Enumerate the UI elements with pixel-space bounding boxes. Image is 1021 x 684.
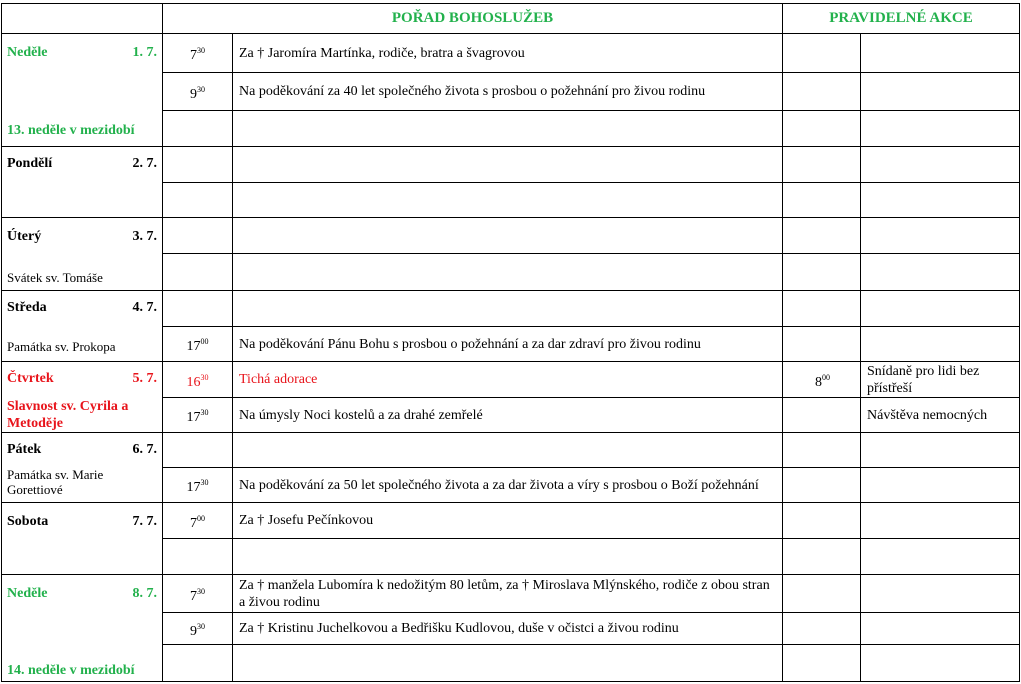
mass-time — [163, 645, 233, 682]
mass-time-hour: 16 — [186, 374, 201, 390]
mass-time-minutes: 00 — [197, 513, 205, 523]
event-time — [783, 183, 861, 218]
day-name: Čtvrtek — [7, 371, 54, 386]
day-name: Neděle — [7, 45, 48, 60]
event-name — [861, 613, 1020, 645]
day-name: Pondělí — [7, 156, 53, 171]
mass-intention: Na poděkování za 50 let společného života a za dar života a víry s prosbou o Boží požehnání — [233, 468, 783, 503]
event-name — [861, 468, 1020, 503]
event-name — [861, 147, 1020, 183]
event-time — [783, 147, 861, 183]
header-row — [2, 4, 1020, 34]
mass-time — [163, 183, 233, 218]
schedule-row — [2, 362, 1020, 398]
schedule-row — [2, 218, 1020, 254]
day-cell — [2, 503, 163, 575]
day-name: Úterý — [7, 229, 42, 244]
mass-time-hour: 17 — [186, 339, 201, 354]
event-time — [783, 575, 861, 613]
event-time-minutes: 00 — [822, 372, 830, 382]
day-cell — [2, 218, 163, 291]
mass-time — [163, 575, 233, 613]
mass-time — [163, 111, 233, 147]
event-name: Snídaně pro lidi bez přístřeší — [861, 362, 1020, 398]
mass-time — [163, 539, 233, 575]
event-time — [783, 218, 861, 254]
day-feast: Svátek sv. Tomáše — [7, 270, 103, 285]
event-name — [861, 34, 1020, 73]
mass-intention — [233, 147, 783, 183]
event-name — [861, 254, 1020, 291]
mass-intention — [233, 183, 783, 218]
event-time — [783, 34, 861, 73]
regular-events-heading: PRAVIDELNÉ AKCE — [783, 4, 1020, 34]
day-feast: Památka sv. Prokopa — [7, 339, 116, 354]
event-time — [783, 613, 861, 645]
mass-intention — [233, 291, 783, 327]
event-name — [861, 73, 1020, 111]
event-name — [861, 291, 1020, 327]
event-name: Návštěva nemocných — [861, 398, 1020, 433]
mass-time — [163, 398, 233, 433]
mass-time-hour: 7 — [190, 48, 197, 63]
day-name: Sobota — [7, 514, 49, 529]
schedule-row — [2, 147, 1020, 183]
mass-time — [163, 73, 233, 111]
day-date: 5. 7. — [132, 371, 157, 386]
schedule-row — [2, 575, 1020, 613]
mass-intention — [233, 218, 783, 254]
day-feast: Slavnost sv. Cyrila a Metoděje — [7, 399, 129, 431]
day-feast: 14. neděle v mezidobí — [7, 663, 135, 678]
event-time — [783, 503, 861, 539]
mass-schedule-heading: POŘAD BOHOSLUŽEB — [163, 4, 783, 34]
mass-time-minutes: 30 — [200, 372, 209, 382]
event-time — [783, 291, 861, 327]
event-name — [861, 539, 1020, 575]
mass-time-hour: 17 — [186, 480, 201, 495]
event-time — [783, 327, 861, 362]
mass-time — [163, 147, 233, 183]
mass-time — [163, 291, 233, 327]
schedule-table — [1, 3, 1020, 682]
day-date: 7. 7. — [132, 514, 157, 529]
event-name — [861, 327, 1020, 362]
event-time — [783, 398, 861, 433]
schedule-row — [2, 433, 1020, 468]
mass-time — [163, 468, 233, 503]
schedule-row — [2, 503, 1020, 539]
event-time-hour: 8 — [815, 374, 822, 390]
day-date: 2. 7. — [132, 156, 157, 171]
mass-time-hour: 9 — [190, 623, 197, 639]
mass-time — [163, 218, 233, 254]
event-time — [783, 73, 861, 111]
mass-intention: Tichá adorace — [233, 362, 783, 398]
mass-time-hour: 7 — [190, 588, 197, 604]
day-feast: Památka sv. Marie Gorettiové — [7, 467, 104, 497]
mass-intention — [233, 254, 783, 291]
day-feast: 13. neděle v mezidobí — [7, 123, 135, 138]
mass-time-hour: 9 — [190, 86, 197, 102]
mass-intention — [233, 645, 783, 682]
event-time — [783, 111, 861, 147]
day-name: Neděle — [7, 586, 48, 601]
mass-time — [163, 327, 233, 362]
day-cell — [2, 575, 163, 682]
day-cell — [2, 362, 163, 433]
day-date: 4. 7. — [132, 300, 157, 315]
event-name — [861, 575, 1020, 613]
mass-intention — [233, 433, 783, 468]
day-date: 3. 7. — [132, 229, 157, 244]
mass-time — [163, 362, 233, 398]
mass-time-minutes: 30 — [200, 478, 209, 487]
mass-time-minutes: 30 — [197, 621, 205, 631]
mass-time-minutes: 30 — [200, 408, 209, 417]
day-cell — [2, 433, 163, 503]
mass-intention: Za † Josefu Pečínkovou — [233, 503, 783, 539]
mass-time — [163, 34, 233, 73]
mass-intention: Za † Jaromíra Martínka, rodiče, bratra a švagrovou — [233, 34, 783, 73]
event-name — [861, 218, 1020, 254]
day-name: Pátek — [7, 442, 42, 457]
mass-intention — [233, 539, 783, 575]
mass-intention: Za † manžela Lubomíra k nedožitým 80 letům, za † Miroslava Mlýnského, rodiče z obou stran a živou rodinu — [233, 575, 783, 613]
day-name: Středa — [7, 300, 47, 315]
day-date: 8. 7. — [132, 586, 157, 601]
mass-intention: Na poděkování Pánu Bohu s prosbou o požehnání a za dar zdraví pro živou rodinu — [233, 327, 783, 362]
event-time — [783, 433, 861, 468]
mass-intention: Na úmysly Noci kostelů a za drahé zemřelé — [233, 398, 783, 433]
mass-time-hour: 17 — [186, 410, 201, 425]
mass-time — [163, 503, 233, 539]
event-time — [783, 645, 861, 682]
event-name — [861, 503, 1020, 539]
mass-intention: Za † Kristinu Juchelkovou a Bedřišku Kudlovou, duše v očistci a živou rodinu — [233, 613, 783, 645]
mass-time-minutes: 30 — [197, 46, 205, 55]
event-time — [783, 254, 861, 291]
day-date: 1. 7. — [132, 45, 157, 60]
mass-time — [163, 254, 233, 291]
mass-intention — [233, 111, 783, 147]
event-time — [783, 468, 861, 503]
mass-time-minutes: 30 — [197, 586, 205, 596]
day-cell — [2, 291, 163, 362]
mass-intention: Na poděkování za 40 let společného života s prosbou o požehnání pro živou rodinu — [233, 73, 783, 111]
mass-time-hour: 7 — [190, 515, 197, 531]
mass-time-minutes: 00 — [200, 337, 209, 346]
event-name — [861, 433, 1020, 468]
day-date: 6. 7. — [132, 442, 157, 457]
header-blank-cell — [2, 4, 163, 34]
schedule-row — [2, 34, 1020, 73]
day-cell — [2, 147, 163, 218]
mass-time — [163, 433, 233, 468]
event-time — [783, 539, 861, 575]
event-name — [861, 111, 1020, 147]
event-name — [861, 183, 1020, 218]
event-name — [861, 645, 1020, 682]
schedule-row — [2, 291, 1020, 327]
day-cell — [2, 34, 163, 147]
mass-time-minutes: 30 — [197, 84, 205, 94]
mass-time — [163, 613, 233, 645]
event-time — [783, 362, 861, 398]
